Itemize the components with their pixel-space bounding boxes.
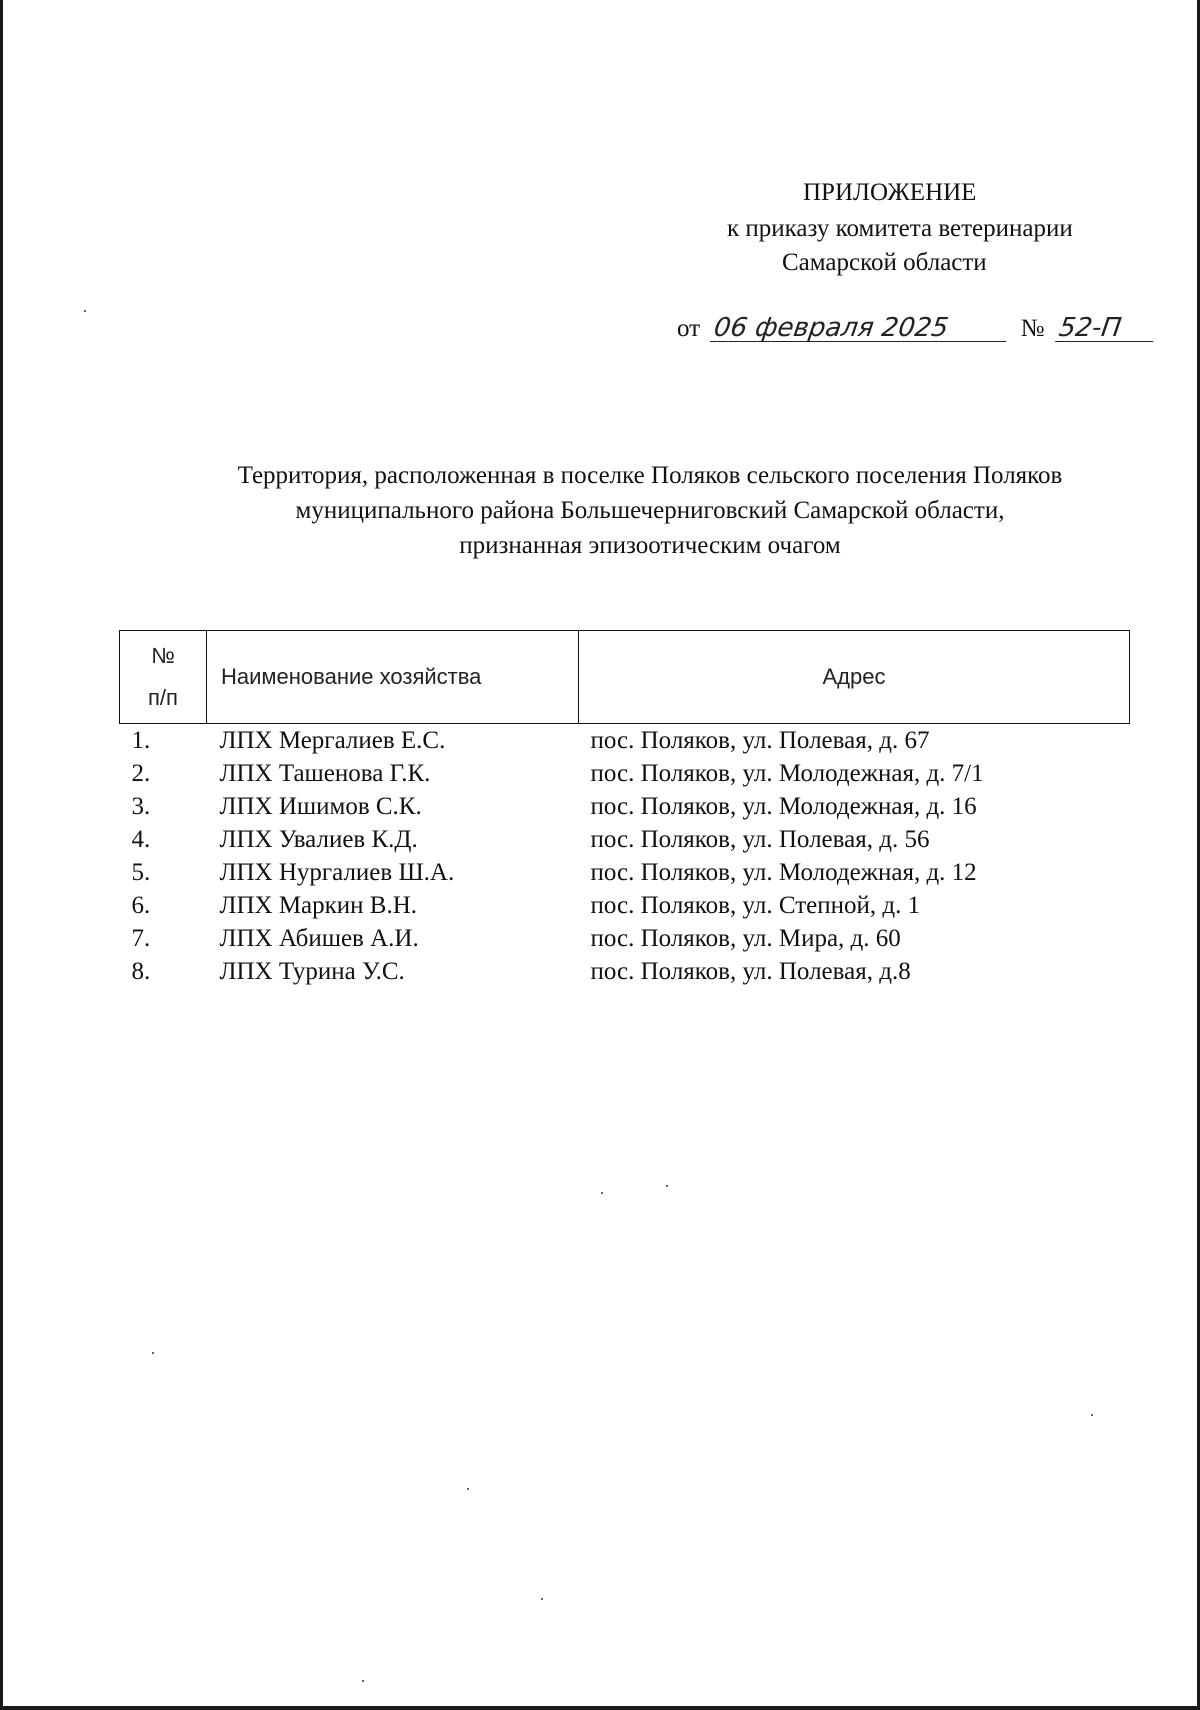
row-address: пос. Поляков, ул. Молодежная, д. 12 bbox=[590, 858, 977, 886]
table-row bbox=[120, 889, 1130, 922]
row-address: пос. Поляков, ул. Полевая, д. 67 bbox=[590, 726, 930, 754]
row-farm-name: ЛПХ Нургалиев Ш.А. bbox=[219, 858, 455, 886]
row-farm-name: ЛПХ Мергалиев Е.С. bbox=[219, 726, 446, 754]
appendix-region: Самарской области bbox=[782, 249, 987, 276]
scan-edge-bottom bbox=[0, 1706, 1200, 1710]
scan-speck bbox=[601, 1192, 603, 1194]
row-farm-name: ЛПХ Ишимов С.К. bbox=[219, 792, 422, 820]
table-row bbox=[120, 922, 1130, 955]
row-number: 5. bbox=[131, 858, 151, 886]
row-address: пос. Поляков, ул. Степной, д. 1 bbox=[590, 891, 921, 919]
scan-speck bbox=[1091, 1414, 1093, 1416]
row-number: 7. bbox=[131, 924, 151, 952]
order-number-handwritten: 52-П bbox=[1055, 315, 1157, 342]
row-farm-name: ЛПХ Абишев А.И. bbox=[219, 924, 419, 952]
row-address: пос. Поляков, ул. Полевая, д. 56 bbox=[590, 825, 930, 853]
title-line: признанная эпизоотическим очагом bbox=[459, 532, 841, 559]
order-number-label: № bbox=[1020, 315, 1045, 342]
table-row bbox=[120, 757, 1130, 790]
row-farm-name: ЛПХ Увалиев К.Д. bbox=[219, 825, 418, 853]
appendix-to-order: к приказу комитета ветеринарии bbox=[727, 215, 1073, 242]
table-row bbox=[120, 724, 1130, 758]
appendix-title: ПРИЛОЖЕНИЕ bbox=[803, 179, 977, 206]
scan-speck bbox=[467, 1488, 469, 1490]
row-farm-name: ЛПХ Турина У.С. bbox=[219, 957, 405, 985]
scan-edge-left bbox=[0, 0, 3, 1710]
scan-speck bbox=[666, 1185, 668, 1187]
table-row bbox=[120, 856, 1130, 889]
table-row bbox=[120, 790, 1130, 823]
row-number: 8. bbox=[131, 957, 151, 985]
row-address: пос. Поляков, ул. Полевая, д.8 bbox=[590, 957, 911, 985]
table-header-row bbox=[120, 631, 1130, 724]
order-reference bbox=[677, 312, 1155, 346]
row-number: 3. bbox=[131, 792, 151, 820]
row-farm-name: ЛПХ Маркин В.Н. bbox=[219, 891, 418, 919]
order-from-label: от bbox=[677, 315, 701, 342]
title-line: Территория, расположенная в поселке Поляков сельского поселения Поляков bbox=[237, 462, 1063, 489]
scan-speck bbox=[152, 1352, 154, 1354]
document-title bbox=[130, 458, 1170, 563]
row-address: пос. Поляков, ул. Молодежная, д. 7/1 bbox=[590, 759, 984, 787]
row-farm-name: ЛПХ Ташенова Г.К. bbox=[219, 759, 431, 787]
row-number: 4. bbox=[131, 825, 151, 853]
header-address: Адрес bbox=[579, 631, 1130, 724]
table-row bbox=[120, 823, 1130, 856]
farms-table bbox=[119, 630, 1130, 988]
row-address: пос. Поляков, ул. Молодежная, д. 16 bbox=[590, 792, 977, 820]
scan-speck bbox=[362, 1680, 364, 1682]
order-date-handwritten: 06 февраля 2025 bbox=[710, 315, 1010, 342]
row-number: 1. bbox=[131, 726, 151, 754]
table-row bbox=[120, 955, 1130, 988]
header-farm-name: Наименование хозяйства bbox=[207, 631, 579, 724]
row-number: 6. bbox=[131, 891, 151, 919]
title-line: муниципального района Большечерниговский Самарской области, bbox=[295, 497, 1005, 524]
row-address: пос. Поляков, ул. Мира, д. 60 bbox=[590, 924, 901, 952]
scan-speck bbox=[541, 1598, 543, 1600]
header-number: № п/п bbox=[120, 631, 207, 724]
row-number: 2. bbox=[131, 759, 151, 787]
scan-speck bbox=[84, 310, 86, 312]
